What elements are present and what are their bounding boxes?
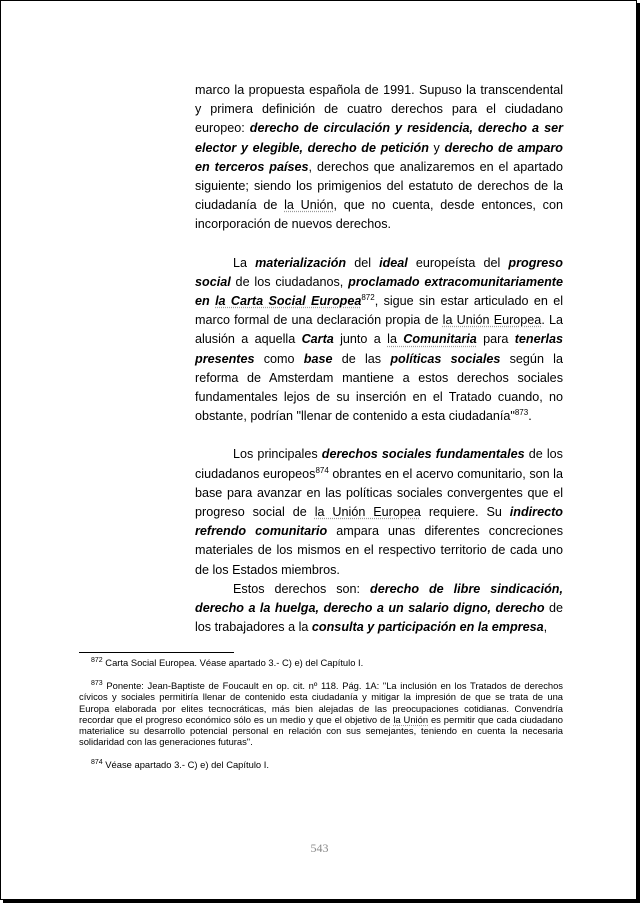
emphasis-text: indirecto refrendo comunitario — [195, 505, 563, 539]
text-run: de las — [332, 351, 391, 366]
footnote-ref: 873 — [91, 680, 103, 688]
emphasis-text: la Carta Social Europea — [215, 294, 362, 309]
text-run: . La alusión a aquella — [195, 313, 563, 347]
footnote-ref: 872 — [91, 657, 103, 664]
emphasis-text: tenerlas presentes — [195, 332, 563, 366]
text-run: Ponente: Jean-Baptiste de Foucault en op. cit. nº 118. Pág. 1A: "La inclusión en los Tratados de derechos cívicos y sociales permitiría llenar de contenido esta ciudadanía y mitigar la impresión de que se trata de una Europa elaborada por elites tecnocráticas, más bien alejadas de las preocupaciones cotidianas. Convendría recordar que el progreso económico sólo es un medio y que el objetivo de — [79, 680, 563, 725]
footnote — [79, 759, 563, 770]
emphasis-text: derecho de amparo en terceros países — [195, 140, 563, 174]
text-run: , sigue sin estar articulado en el marco formal de una declaración propia de — [195, 294, 563, 328]
text-run: para — [476, 332, 515, 347]
footnote — [79, 657, 563, 668]
text-run: requiere. Su — [420, 505, 510, 520]
text-run: Los principales — [233, 447, 322, 462]
emphasis-text: derechos sociales fundamentales — [321, 447, 525, 462]
text-run: de los trabajadores a la — [195, 601, 563, 635]
emphasis-text: ideal — [379, 255, 408, 270]
footnote-ref: 872 — [361, 293, 375, 303]
text-run: junto a — [333, 332, 388, 347]
text-run: la — [387, 332, 404, 347]
text-run: , derechos que analizaremos en el apartado siguiente; siendo los primigenios del estatuto de derechos de la ciudadanía de — [195, 159, 563, 213]
text-run: del — [346, 255, 380, 270]
emphasis-text: Comunitaria — [403, 332, 477, 347]
text-run: Carta Social Europea. Véase apartado 3.- C) e) del Capítulo I. — [102, 657, 364, 668]
paragraph — [195, 81, 563, 235]
emphasis-text: consulta y participación en la empresa — [311, 620, 544, 635]
text-run: Véase apartado 3.- C) e) del Capítulo I. — [102, 759, 269, 771]
emphasis-text: materialización — [255, 255, 347, 270]
text-run: la Unión Europea — [314, 505, 421, 520]
text-run: Estos derechos son: — [233, 581, 371, 596]
footnotes — [79, 657, 563, 771]
text-run: , — [543, 620, 548, 635]
footnote-ref: 874 — [91, 759, 103, 767]
emphasis-text: derecho de circulación y residencia, derecho a ser elector y elegible, derecho de petición — [195, 121, 563, 155]
text-run: obrantes en el acervo comunitario, son la base para avanzar en las políticas sociales convergentes que el progreso social de — [195, 466, 563, 520]
emphasis-text: derecho de libre sindicación, derecho a la huelga, derecho a un salario digno, derecho — [195, 581, 563, 616]
emphasis-text: base — [303, 351, 333, 366]
text-run: de los ciudadanos, — [230, 274, 349, 289]
emphasis-text: progreso social — [195, 255, 563, 289]
page-number: 543 — [310, 841, 329, 855]
emphasis-text: políticas sociales — [390, 351, 501, 366]
paragraph — [195, 445, 563, 579]
text-run: . — [528, 409, 532, 424]
footnote-ref: 873 — [514, 408, 529, 418]
paragraph — [195, 254, 563, 427]
text-run: como — [254, 351, 304, 366]
text-run: la Unión Europea — [442, 313, 542, 328]
main-text — [195, 81, 563, 637]
text-run: de los ciudadanos europeos — [195, 447, 563, 481]
text-run: , que no cuenta, desde entonces, con incorporación de nuevos derechos. — [195, 198, 563, 232]
text-run: y — [428, 140, 445, 155]
text-run: marco la propuesta española de 1991. Supuso la transcendental y primera definición de cuatro derechos para el ciudadano europeo: — [195, 83, 563, 136]
text-run: la Unión — [284, 198, 334, 213]
paragraph — [195, 580, 563, 638]
text-run: la Unión — [393, 713, 429, 725]
text-run: ampara unas diferentes concreciones materiales de los mismos en el respectivo territorio de cada uno de los Estados miembros. — [195, 524, 563, 577]
emphasis-text: proclamado extracomunitariamente en — [195, 274, 563, 309]
text-run: La — [233, 255, 256, 270]
footnote-ref: 874 — [315, 465, 329, 475]
text-run: es permitir que cada ciudadano materialice su desarrollo potencial personal en relación con sus semejantes, teniendo en cuenta la necesaria solidaridad con las generaciones futuras". — [79, 713, 563, 748]
emphasis-text: Carta — [301, 332, 334, 347]
text-run: según la reforma de Amsterdam mantiene a estos derechos sociales fundamentales lejos de su inserción en el Tratado cuando, no obstante, podrían "llenar de contenido a esta ciudadanía" — [195, 351, 563, 424]
footnote-separator — [79, 652, 234, 653]
text-run: europeísta del — [407, 255, 509, 270]
footnote — [79, 680, 563, 747]
